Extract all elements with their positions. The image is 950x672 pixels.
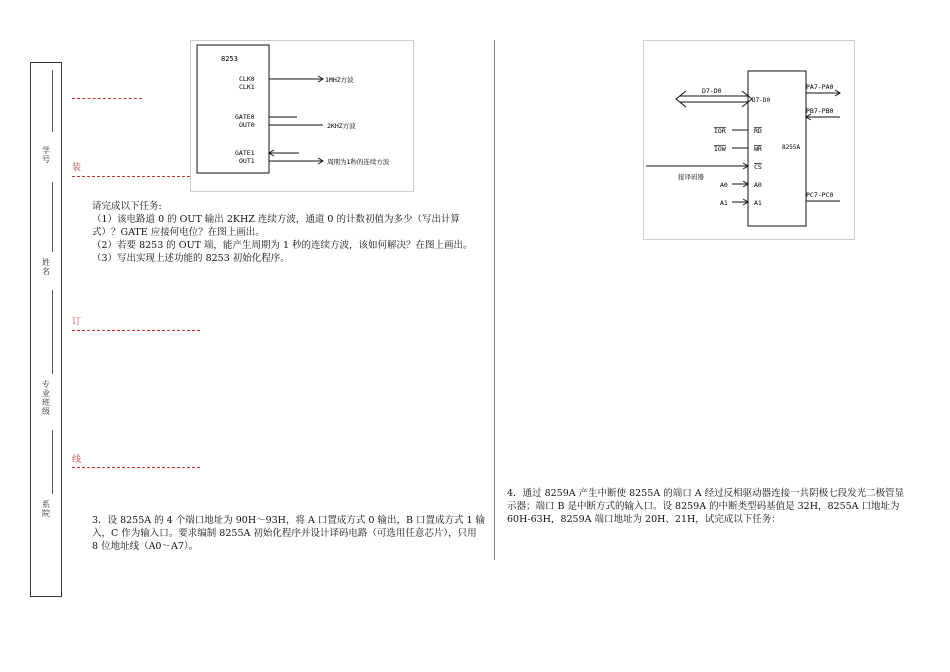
sidebar-line	[52, 70, 53, 132]
signal-a1: A1	[720, 199, 728, 207]
signal-ior: IOR	[714, 127, 726, 135]
pin-clk0: CLK0	[239, 75, 255, 83]
pin-wr: WR	[754, 145, 762, 153]
q4-line3: 60H-63H，8259A 端口地址为 20H、21H，试完成以下任务：	[507, 514, 781, 525]
pin-clk1: CLK1	[239, 83, 255, 91]
pin-a1: A1	[754, 199, 762, 207]
sidebar-label-name: 姓 名	[42, 258, 50, 276]
pin-out0: OUT0	[239, 121, 255, 129]
pin-gate0: GATE0	[235, 113, 255, 121]
chip-8255a-label: 8255A	[782, 144, 801, 151]
binding-dash	[72, 330, 200, 331]
binding-zhuang: 装	[72, 163, 82, 173]
task-intro: 请完成以下任务:	[92, 201, 162, 212]
q4-line2: 示器；端口 B 是中断方式的输入口。设 8259A 的中断类型码基值是 32H，8255A 口地址为	[507, 501, 900, 512]
signal-iow: IOW	[714, 145, 726, 153]
q3-line2: 入，C 作为输入口。要求编制 8255A 初始化程序并设计译码电路（可选用任意芯片），只用	[92, 528, 477, 539]
binding-dash	[72, 467, 200, 468]
pin-out1: OUT1	[239, 157, 255, 165]
sidebar-label-dept: 系 院	[42, 500, 50, 518]
sidebar-line	[52, 182, 53, 252]
task-block	[92, 200, 492, 265]
diagram-8253	[191, 41, 413, 191]
note-1mhz: 1MHZ方波	[325, 76, 354, 84]
task-1b: 式）？GATE 应接何电位？在图上画出。	[92, 227, 265, 238]
binding-ding: 订	[72, 317, 82, 327]
sidebar-line	[52, 430, 53, 494]
q4-line1: 4．通过 8259A 产生中断使 8255A 的端口 A 经过反相驱动器连接一共阴极七段发光二极管显	[507, 488, 905, 499]
chip-8253-label: 8253	[221, 55, 238, 63]
pin-rd: RD	[754, 127, 762, 135]
pin-d7d0: D7-D0	[752, 97, 771, 104]
sidebar-label-id: 学 号	[42, 146, 50, 164]
task-2: （2）若要 8253 的 OUT 端，能产生周期为 1 秒的连续方波，该如何解决？在图上画出。	[92, 240, 473, 251]
pin-gate1: GATE1	[235, 149, 255, 157]
note-2khz: 2KHZ方波	[327, 122, 356, 130]
figure-8253	[190, 40, 414, 192]
page-divider	[494, 40, 495, 560]
binding-dash	[72, 98, 142, 99]
binding-xian: 线	[72, 455, 82, 465]
note-1s-wave: 周期为1秒的连续方波	[327, 158, 390, 166]
note-decoder: 接译码器	[678, 173, 704, 181]
q3-line3: 8 位地址线（A0～A7）。	[92, 541, 199, 552]
signal-a0: A0	[720, 181, 728, 189]
port-pa: PA7-PA0	[806, 83, 834, 91]
task-3: （3）写出实现上述功能的 8253 初始化程序。	[92, 253, 290, 264]
sidebar-line	[52, 290, 53, 374]
port-pb: PB7-PB0	[806, 107, 834, 115]
task-1a: （1）该电路道 0 的 OUT 输出 2KHZ 连续方波，通道 0 的计数初值为多少（写出计算	[92, 214, 460, 225]
bus-arrow-icon	[676, 91, 686, 107]
figure-8255a	[643, 40, 855, 240]
pin-cs: CS	[754, 163, 762, 171]
question-3	[92, 514, 492, 553]
diagram-8255a	[644, 41, 854, 239]
sidebar-label-class: 专业 班 级	[42, 380, 50, 416]
bus-d7d0-label: D7-D0	[702, 87, 722, 95]
question-4	[507, 487, 912, 526]
pin-a0: A0	[754, 181, 762, 189]
port-pc: PC7-PC0	[806, 191, 834, 199]
q3-line1: 3．设 8255A 的 4 个端口地址为 90H～93H，将 A 口置成方式 0 输出，B 口置成方式 1 输	[92, 515, 486, 526]
